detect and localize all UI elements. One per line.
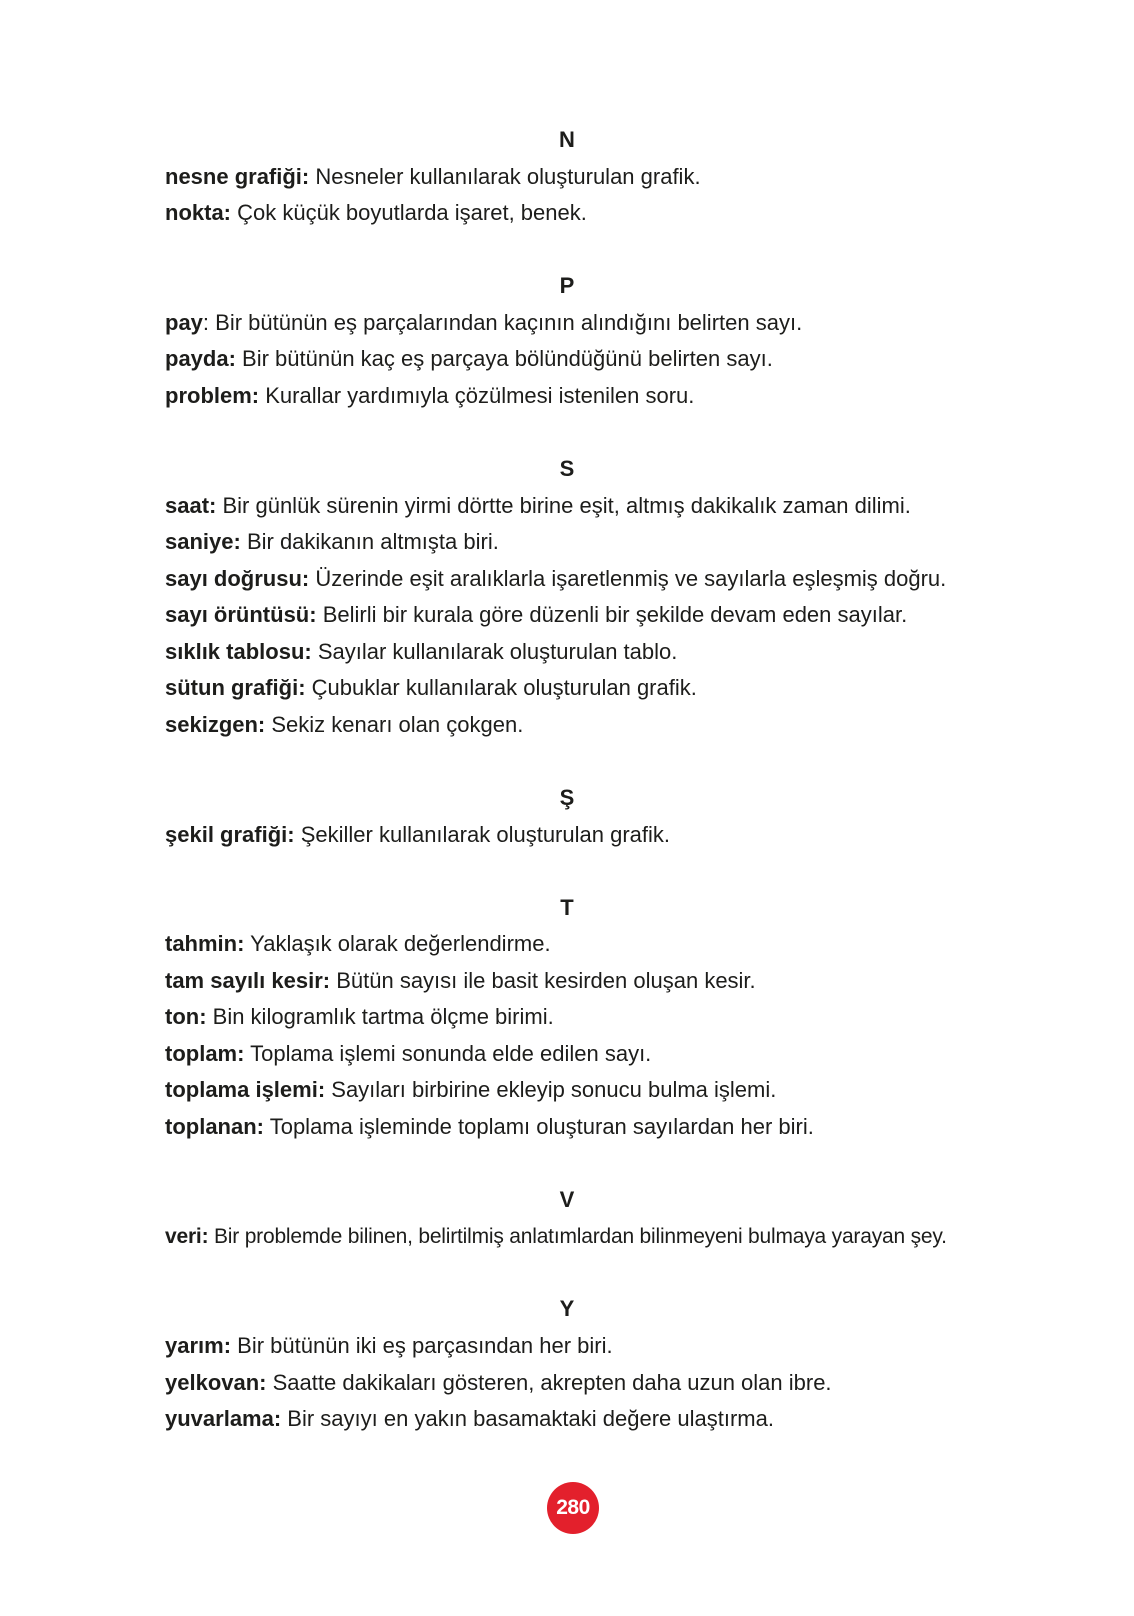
entry-term: toplanan: bbox=[165, 1114, 264, 1139]
glossary-entry-tam-sayili-kesir bbox=[165, 968, 756, 994]
glossary-entry-toplam bbox=[165, 1041, 651, 1067]
entry-term: payda: bbox=[165, 346, 236, 371]
glossary-entry-toplanan bbox=[165, 1114, 814, 1140]
glossary-entry-sekil-grafigi bbox=[165, 822, 670, 848]
entry-definition: Yaklaşık olarak değerlendirme. bbox=[244, 931, 551, 956]
entry-definition: Çok küçük boyutlarda işaret, benek. bbox=[231, 200, 587, 225]
entry-term: şekil grafiği: bbox=[165, 822, 295, 847]
entry-definition: : Bir bütünün eş parçalarından kaçının alındığını belirten sayı. bbox=[202, 310, 803, 335]
entry-definition: Toplama işlemi sonunda elde edilen sayı. bbox=[244, 1041, 652, 1066]
glossary-entry-ton bbox=[165, 1004, 554, 1030]
entry-term: toplam: bbox=[165, 1041, 245, 1066]
entry-definition: Bin kilogramlık tartma ölçme birimi. bbox=[206, 1004, 554, 1029]
entry-definition: Saatte dakikaları gösteren, akrepten daha uzun olan ibre. bbox=[266, 1370, 832, 1395]
glossary-entry-sayi-dogrusu bbox=[165, 566, 946, 592]
glossary-entry-toplama-islemi bbox=[165, 1077, 776, 1103]
entry-term: veri: bbox=[165, 1225, 209, 1248]
entry-definition: Bir dakikanın altmışta biri. bbox=[240, 529, 499, 554]
page-number-badge: 280 bbox=[547, 1482, 599, 1534]
entry-definition: Bütün sayısı ile basit kesirden oluşan kesir. bbox=[330, 968, 756, 993]
entry-term: tahmin: bbox=[165, 931, 245, 956]
entry-definition: Belirli bir kurala göre düzenli bir şekilde devam eden sayılar. bbox=[316, 602, 908, 627]
section-letter-s: S bbox=[559, 456, 575, 481]
entry-definition: Bir günlük sürenin yirmi dörtte birine eşit, altmış dakikalık zaman dilimi. bbox=[216, 493, 911, 518]
glossary-entry-nokta bbox=[165, 200, 587, 226]
entry-definition: Sayıları birbirine ekleyip sonucu bulma işlemi. bbox=[325, 1077, 777, 1102]
entry-definition: Bir bütünün kaç eş parçaya bölündüğünü belirten sayı. bbox=[235, 346, 773, 371]
entry-definition: Toplama işleminde toplamı oluşturan sayılardan her biri. bbox=[264, 1114, 814, 1139]
entry-definition: Bir bütünün iki eş parçasından her biri. bbox=[231, 1333, 613, 1358]
entry-definition: Nesneler kullanılarak oluşturulan grafik. bbox=[309, 164, 701, 189]
entry-term: saniye: bbox=[165, 529, 241, 554]
entry-term: sekizgen: bbox=[165, 712, 266, 737]
entry-term: yarım: bbox=[165, 1333, 232, 1358]
entry-term: pay bbox=[165, 310, 203, 335]
entry-term: sayı doğrusu: bbox=[165, 566, 310, 591]
entry-term: sayı örüntüsü: bbox=[165, 602, 317, 627]
entry-definition: Sayılar kullanılarak oluşturulan tablo. bbox=[311, 639, 678, 664]
entry-term: problem: bbox=[165, 383, 260, 408]
entry-definition: Sekiz kenarı olan çokgen. bbox=[265, 712, 524, 737]
entry-term: ton: bbox=[165, 1004, 207, 1029]
entry-term: sıklık tablosu: bbox=[165, 639, 312, 664]
glossary-entry-yuvarlama bbox=[165, 1406, 774, 1432]
glossary-entry-nesne-grafigi bbox=[165, 164, 701, 190]
entry-term: saat: bbox=[165, 493, 217, 518]
entry-definition: Üzerinde eşit aralıklarla işaretlenmiş ve sayılarla eşleşmiş doğru. bbox=[309, 566, 947, 591]
entry-term: tam sayılı kesir: bbox=[165, 968, 331, 993]
glossary-entry-problem bbox=[165, 383, 694, 409]
entry-term: toplama işlemi: bbox=[165, 1077, 326, 1102]
entry-definition: Şekiller kullanılarak oluşturulan grafik. bbox=[294, 822, 670, 847]
glossary-entry-veri bbox=[165, 1224, 947, 1250]
glossary-entry-siklik-tablosu bbox=[165, 639, 677, 665]
glossary-entry-yarim bbox=[165, 1333, 613, 1359]
glossary-entry-sutun-grafigi bbox=[165, 675, 697, 701]
section-letter-p: P bbox=[559, 273, 575, 298]
entry-term: yuvarlama: bbox=[165, 1406, 282, 1431]
section-letter-v: V bbox=[559, 1187, 575, 1212]
entry-term: nesne grafiği: bbox=[165, 164, 310, 189]
section-letter-n: N bbox=[559, 127, 575, 152]
glossary-entry-sayi-oruntusu bbox=[165, 602, 907, 628]
glossary-entry-tahmin bbox=[165, 931, 551, 957]
entry-definition: Bir sayıyı en yakın basamaktaki değere ulaştırma. bbox=[281, 1406, 774, 1431]
entry-definition: Kurallar yardımıyla çözülmesi istenilen soru. bbox=[259, 383, 695, 408]
glossary-entry-payda bbox=[165, 346, 773, 372]
section-letter-y: Y bbox=[559, 1296, 575, 1321]
entry-term: yelkovan: bbox=[165, 1370, 267, 1395]
section-letter-sh: Ş bbox=[559, 785, 575, 810]
glossary-entry-yelkovan bbox=[165, 1370, 832, 1396]
section-letter-t: T bbox=[560, 895, 574, 920]
entry-definition: Çubuklar kullanılarak oluşturulan grafik. bbox=[305, 675, 697, 700]
glossary-entry-saat bbox=[165, 493, 911, 519]
glossary-entry-saniye bbox=[165, 529, 499, 555]
entry-term: sütun grafiği: bbox=[165, 675, 306, 700]
glossary-entry-sekizgen bbox=[165, 712, 523, 738]
entry-definition: Bir problemde bilinen, belirtilmiş anlatımlardan bilinmeyeni bulmaya yarayan şey. bbox=[208, 1225, 947, 1248]
entry-term: nokta: bbox=[165, 200, 231, 225]
glossary-entry-pay bbox=[165, 310, 802, 336]
